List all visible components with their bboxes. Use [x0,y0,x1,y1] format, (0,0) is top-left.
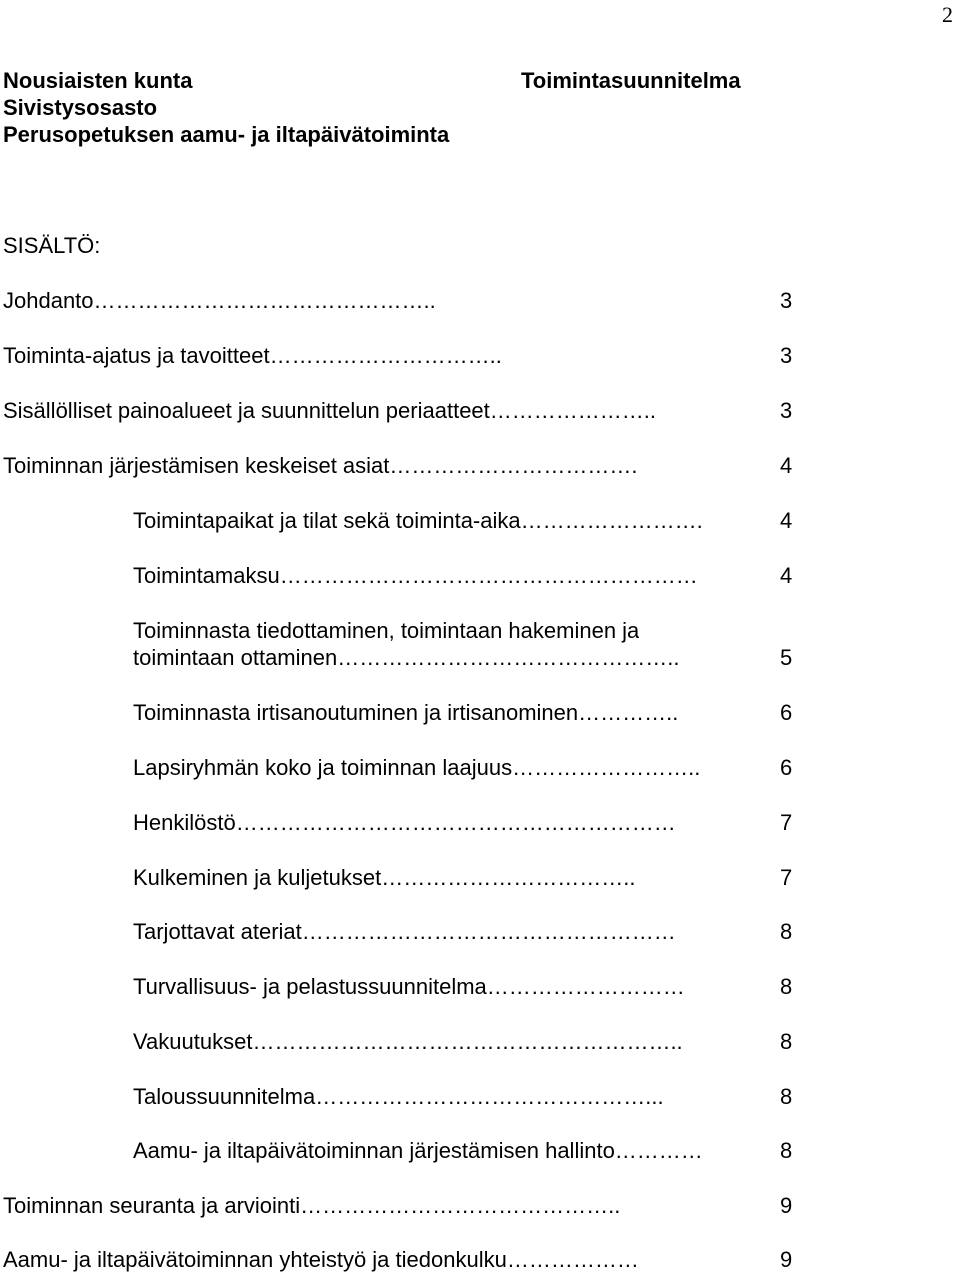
toc-entry-page: 3 [780,398,793,423]
toc-entry-page: 7 [780,865,793,890]
page-number: 2 [942,2,953,27]
toc-entry-text: Toiminnan seuranta ja arviointi…………………………………….. [3,1193,621,1218]
toc-entry-page: 4 [780,508,793,533]
toc-entry-page: 3 [780,343,793,368]
municipality-name: Nousiaisten kunta [3,68,193,93]
toc-entry-text: Taloussuunnitelma………………………………………... [133,1084,664,1109]
department-name: Sivistysosasto [3,95,158,120]
toc-entry-text: Vakuutukset………………………………………………….. [133,1029,683,1054]
toc-entry-text: Toiminnasta tiedottaminen, toimintaan hakeminen ja [133,618,640,643]
toc-entry-page: 4 [780,563,793,588]
toc-entry-page: 6 [780,755,793,780]
toc-entry-page: 8 [780,1138,793,1163]
toc-entry-page: 7 [780,810,793,835]
toc-entry-page: 4 [780,453,793,478]
toc-entry-page: 3 [780,288,793,313]
toc-title: SISÄLTÖ: [3,233,101,258]
toc-entry-text: Toimintapaikat ja tilat sekä toiminta-aika……………………. [133,508,703,533]
toc-entry-page: 8 [780,1029,793,1054]
toc-entry-text: Toimintamaksu………………………………………………… [133,563,698,588]
toc-entry-page: 5 [780,645,793,670]
toc-entry-text-continued: toimintaan ottaminen……………………………………….. [133,645,680,670]
toc-entry-page: 8 [780,1084,793,1109]
toc-entry-text: Tarjottavat ateriat…………………………………………… [133,919,676,944]
toc-entry-text: Toiminta-ajatus ja tavoitteet………………………….. [3,343,502,368]
toc-entry-text: Sisällölliset painoalueet ja suunnittelun periaatteet………………….. [3,398,656,423]
document-type: Toimintasuunnitelma [521,68,741,93]
toc-entry-text: Lapsiryhmän koko ja toiminnan laajuus…………………….. [133,755,701,780]
toc-entry-page: 6 [780,700,793,725]
unit-name: Perusopetuksen aamu- ja iltapäivätoiminta [3,122,450,147]
toc-entry-text: Henkilöstö…………………………………………………… [133,810,676,835]
toc-entry-page: 8 [780,919,793,944]
toc-entry-text: Toiminnan järjestämisen keskeiset asiat……………………………. [3,453,638,478]
toc-entry-page: 9 [780,1247,793,1272]
toc-entry-text: Kulkeminen ja kuljetukset…………………………….. [133,865,636,890]
toc-entry-text: Turvallisuus- ja pelastussuunnitelma……………………… [133,974,685,999]
toc-entry-page: 9 [780,1193,793,1218]
toc-entry-page: 8 [780,974,793,999]
toc-entry-text: Johdanto……………………………………….. [3,288,436,313]
toc-entry-text: Aamu- ja iltapäivätoiminnan yhteistyö ja tiedonkulku……………… [3,1247,639,1272]
toc-entry-text: Toiminnasta irtisanoutuminen ja irtisanominen………….. [133,700,679,725]
toc-subentry [133,617,803,671]
document-header [3,67,449,148]
toc-entry-text: Aamu- ja iltapäivätoiminnan järjestämisen hallinto………… [133,1138,703,1163]
